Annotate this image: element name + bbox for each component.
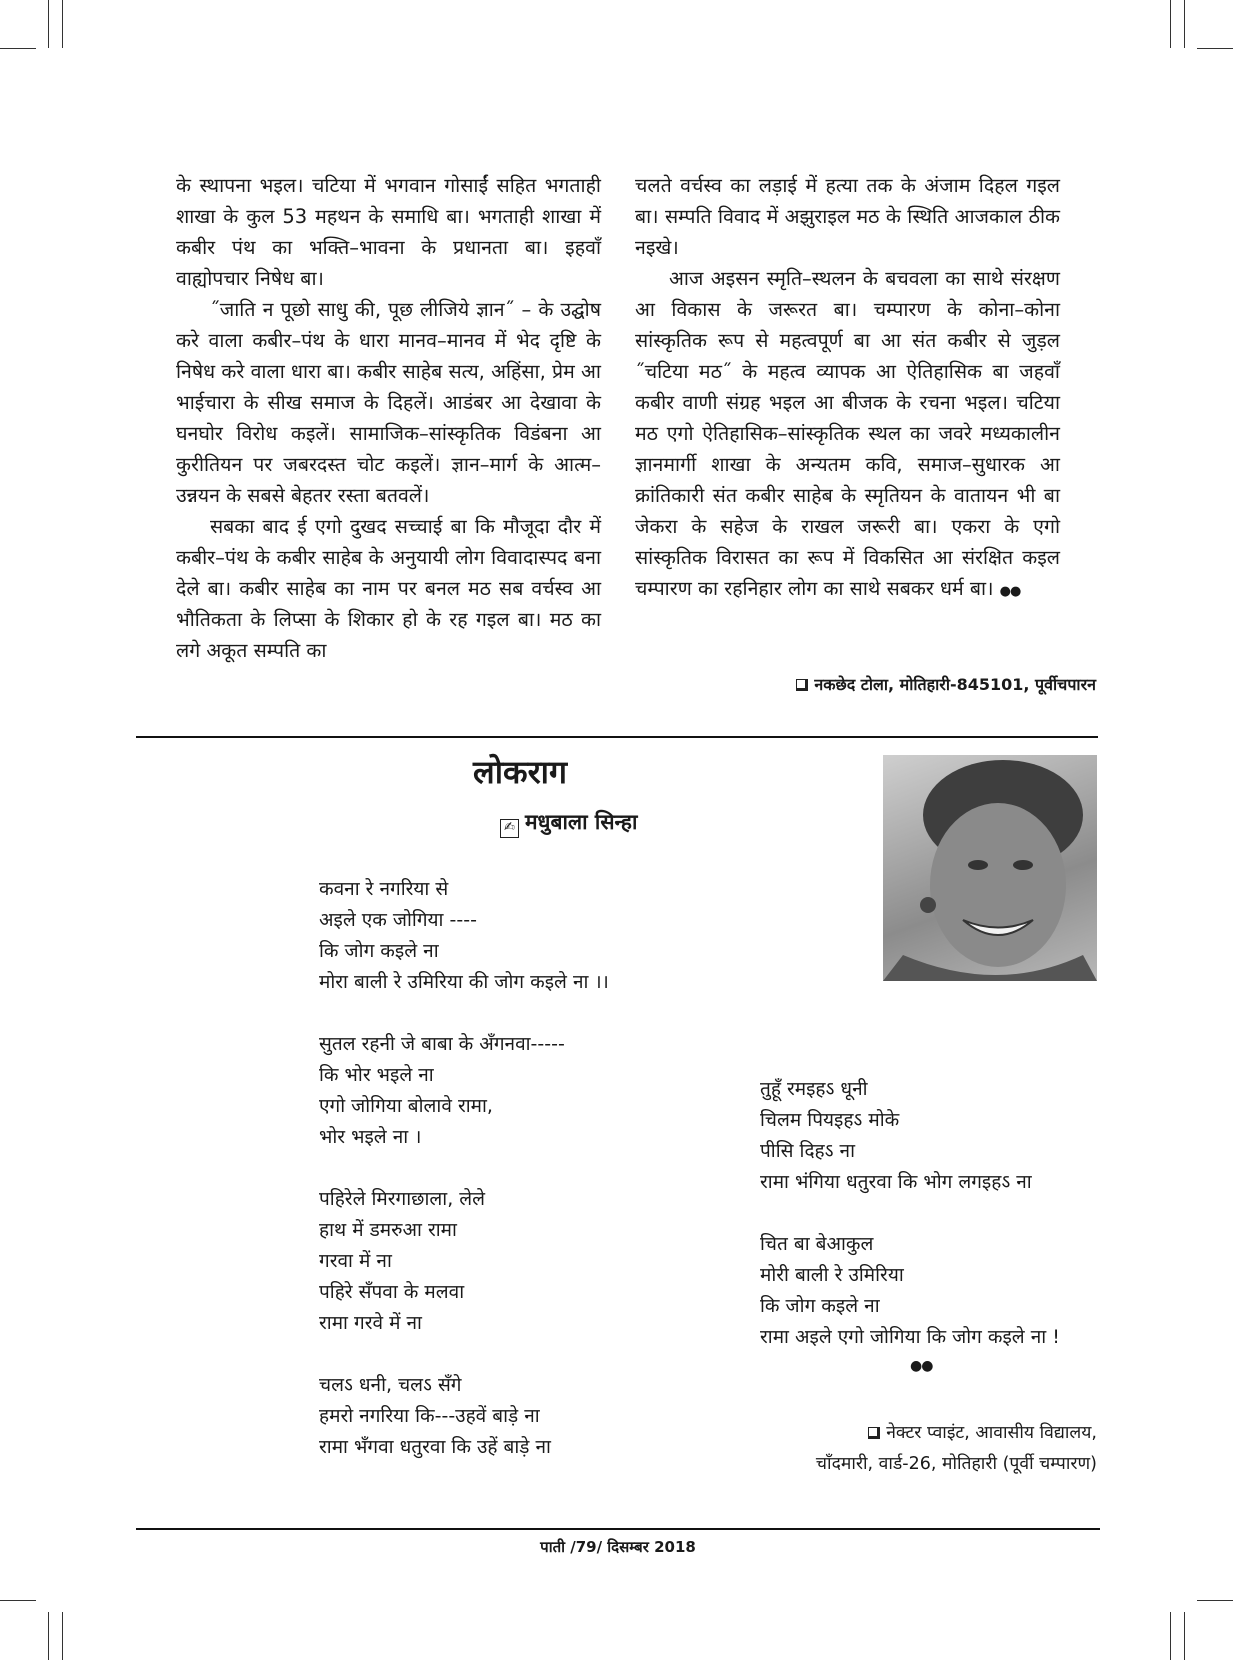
crop-mark bbox=[48, 0, 49, 48]
poem-line: रामा भँगवा धतुरवा कि उहें बाड़े ना bbox=[319, 1436, 551, 1458]
poem-line: रामा भंगिया धतुरवा कि भोग लगइहऽ ना bbox=[760, 1171, 1032, 1193]
poem-stanza bbox=[760, 1229, 1060, 1353]
crop-mark bbox=[1184, 1612, 1185, 1660]
article-paragraph: चलते वर्चस्व का लड़ाई में हत्या तक के अंजाम दिहल गइल बा। सम्पति विवाद में अझुराइल मठ के स्थिति आजकाल ठीक नइखे। bbox=[635, 174, 1060, 259]
pen-icon: ✍ bbox=[500, 819, 519, 838]
crop-mark bbox=[0, 48, 36, 49]
poem-line: रामा अइले एगो जोगिया कि जोग कइले ना ! bbox=[760, 1326, 1060, 1348]
crop-mark bbox=[62, 1612, 63, 1660]
author-photo bbox=[883, 755, 1097, 981]
article-paragraph-text: आज अइसन स्मृति–स्थलन के बचवला का साथे संरक्षण आ विकास के जरूरत बा। चम्पारण के कोना–कोना सांस्कृतिक रूप से महत्वपूर्ण बा आ संत कबीर से जुड़ल ˝चटिया मठ˝ के महत्व व्यापक आ ऐतिहासिक बा जहवाँ कबीर वाणी संग्रह भइल आ बीजक के रचना भइल। चटिया मठ एगो ऐतिहासिक–सांस्कृतिक स्थल का जवरे मध्यकालीन ज्ञानमार्गी शाखा के अन्यतम कवि, समाज–सुधारक आ क्रांतिकारी संत कबीर साहेब के स्मृतियन के वातायन भी बा जेकरा के सहेज के राखल जरूरी बा। एकरा के एगो सांस्कृतिक विरासत का रूप में विकसित आ संरक्षित कइल चम्पारण का रहनिहार लोग का साथे सबकर धर्म बा। bbox=[635, 267, 1060, 600]
poem-author-name: मधुबाला सिन्हा bbox=[525, 810, 638, 834]
square-bullet-icon bbox=[796, 679, 808, 691]
poem-line: चित बा बेआकुल bbox=[760, 1233, 874, 1255]
poem-stanza bbox=[319, 1029, 609, 1153]
end-ornament: ●● bbox=[999, 584, 1021, 599]
article-address-text: नकछेद टोला, मोतिहारी-845101, पूर्वीचपारन bbox=[814, 675, 1096, 694]
page-footer: पाती /79/ दिसम्बर 2018 bbox=[540, 1538, 696, 1556]
article-right-column bbox=[635, 170, 1060, 607]
poem-line: हमरो नगरिया कि---उहवें बाड़े ना bbox=[319, 1405, 540, 1427]
poem-line: कवना रे नगरिया से bbox=[319, 878, 449, 900]
poem-line: कि जोग कइले ना bbox=[760, 1295, 880, 1317]
poem-author bbox=[500, 808, 637, 838]
poem-line: भोर भइले ना । bbox=[319, 1126, 422, 1148]
crop-mark bbox=[62, 0, 63, 48]
poem-end-ornament: ●● bbox=[910, 1358, 933, 1374]
poem-stanza bbox=[319, 874, 609, 998]
poem-line: चलऽ धनी, चलऽ सँगे bbox=[319, 1374, 462, 1396]
poem-stanza bbox=[760, 1074, 1060, 1198]
poem-left-stanzas bbox=[319, 874, 609, 1494]
poem-title: लोकराग bbox=[473, 753, 567, 791]
poem-line: कि भोर भइले ना bbox=[319, 1064, 434, 1086]
crop-mark bbox=[1170, 1612, 1171, 1660]
author-portrait-image bbox=[883, 755, 1097, 981]
square-bullet-icon bbox=[868, 1427, 880, 1439]
poem-line: कि जोग कइले ना bbox=[319, 940, 439, 962]
section-divider bbox=[136, 736, 1098, 738]
crop-mark bbox=[0, 1600, 36, 1601]
poem-line: अइले एक जोगिया ---- bbox=[319, 909, 477, 931]
poem-line: मोरी बाली रे उमिरिया bbox=[760, 1264, 904, 1286]
article-left-column bbox=[176, 170, 601, 666]
footer-divider bbox=[136, 1528, 1100, 1530]
poem-right-stanzas bbox=[760, 1074, 1060, 1384]
article-paragraph: ˝जाति न पूछो साधु की, पूछ लीजिये ज्ञान˝ – के उद्घोष करे वाला कबीर–पंथ के धारा मानव–मानव में भेद दृष्टि के निषेध करे वाला धारा बा। कबीर साहेब सत्य, अहिंसा, प्रेम आ भाईचारा के सीख समाज के दिहलें। आडंबर आ देखावा के घनघोर विरोध कइलें। सामाजिक–सांस्कृतिक विडंबना आ कुरीतियन पर जबरदस्त चोट कइलें। ज्ञान–मार्ग के आत्म–उन्नयन के सबसे बेहतर रस्ता बतवलें। bbox=[176, 298, 601, 507]
crop-mark bbox=[48, 1612, 49, 1660]
poem-line: पहिरे सँपवा के मलवा bbox=[319, 1281, 465, 1303]
poem-stanza bbox=[319, 1370, 609, 1463]
poem-line: रामा गरवे में ना bbox=[319, 1312, 422, 1334]
article-paragraph: सबका बाद ई एगो दुखद सच्चाई बा कि मौजूदा दौर में कबीर–पंथ के कबीर साहेब के अनुयायी लोग विवादास्पद बना देले बा। कबीर साहेब का नाम पर बनल मठ सब वर्चस्व आ भौतिकता के लिप्सा के शिकार हो के रह गइल बा। मठ का लगे अकूत सम्पति का bbox=[176, 515, 601, 662]
poem-line: चिलम पियइहऽ मोके bbox=[760, 1109, 900, 1131]
poem-line: पीसि दिहऽ ना bbox=[760, 1140, 855, 1162]
article-paragraph: के स्थापना भइल। चटिया में भगवान गोसाईं सहित भगताही शाखा के कुल 53 महथन के समाधि बा। भगताही शाखा में कबीर पंथ का भक्ति–भावना के प्रधानता बा। इहवाँ वाह्योपचार निषेध बा। bbox=[176, 174, 601, 290]
poem-line: तुहूँ रमइहऽ धूनी bbox=[760, 1078, 868, 1100]
poem-line: एगो जोगिया बोलावे रामा, bbox=[319, 1095, 493, 1117]
poem-address-line: चाँदमारी, वार्ड-26, मोतिहारी (पूर्वी चम्पारण) bbox=[815, 1454, 1097, 1474]
crop-mark bbox=[1197, 1600, 1233, 1601]
poem-address bbox=[740, 1418, 1097, 1480]
poem-stanza bbox=[319, 1184, 609, 1339]
crop-mark bbox=[1170, 0, 1171, 48]
poem-line: सुतल रहनी जे बाबा के अँगनवा----- bbox=[319, 1033, 565, 1055]
crop-mark bbox=[1184, 0, 1185, 48]
poem-line: मोरा बाली रे उमिरिया की जोग कइले ना ।। bbox=[319, 971, 609, 993]
article-address bbox=[700, 673, 1096, 695]
poem-line: पहिरेले मिरगाछाला, लेले bbox=[319, 1188, 486, 1210]
crop-mark bbox=[1197, 48, 1233, 49]
article-paragraph bbox=[635, 263, 1060, 607]
poem-line: हाथ में डमरुआ रामा bbox=[319, 1219, 457, 1241]
poem-line: गरवा में ना bbox=[319, 1250, 392, 1272]
poem-address-line: नेक्टर प्वाइंट, आवासीय विद्यालय, bbox=[886, 1423, 1097, 1443]
